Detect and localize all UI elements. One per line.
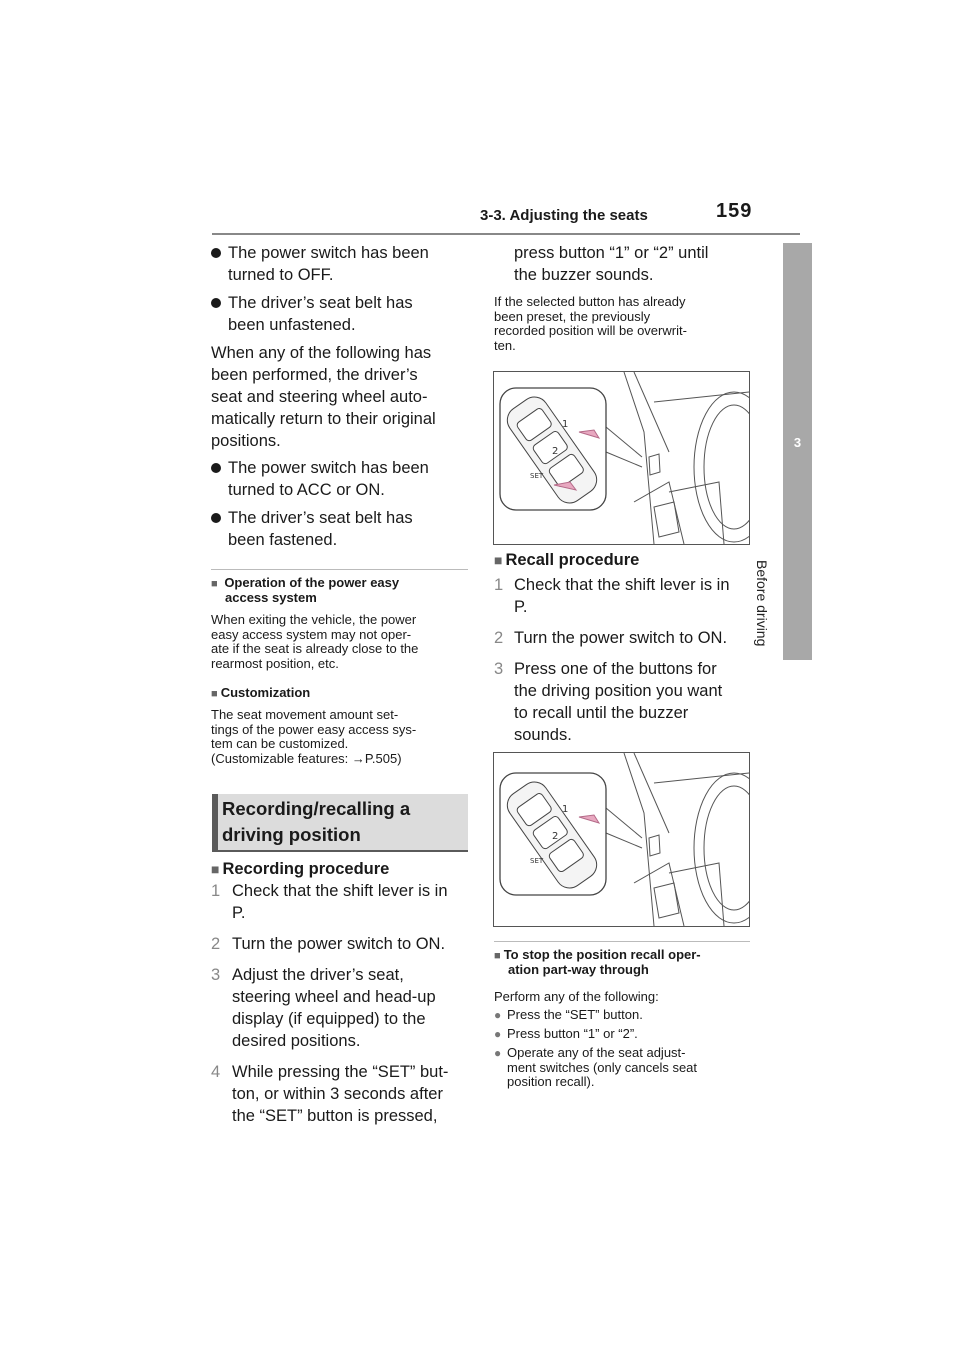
chapter-label: Before driving bbox=[754, 560, 770, 647]
note-customization-title: ■ Customization bbox=[211, 686, 310, 702]
rec-step-2: 2 Turn the power switch to ON. bbox=[211, 935, 446, 953]
note-stop-title: ■ To stop the position recall oper- bbox=[494, 948, 701, 964]
illustration-recall bbox=[493, 752, 750, 927]
page-number: 159 bbox=[716, 200, 753, 222]
rec-step-1: 1 Check that the shift lever is in P. bbox=[211, 882, 448, 922]
note-customization-body: The seat movement amount set- tings of the power easy access sys- tem can be customized. (Customizable features: →P.505) bbox=[211, 707, 417, 766]
button-1-label: 1 bbox=[562, 419, 569, 430]
bullet-line: turned to OFF. bbox=[228, 266, 334, 284]
note-stop-title-2: ation part-way through bbox=[508, 962, 649, 977]
note-overwrite: If the selected button has already been preset, the previously recorded position will be overwrit- ten. bbox=[494, 294, 687, 353]
para-line: When any of the following has bbox=[211, 344, 432, 362]
recall-step-1: 1 Check that the shift lever is in P. bbox=[494, 576, 730, 616]
bullet-line: The power switch has been bbox=[228, 244, 429, 262]
rec-step-4: 4 While pressing the “SET” but- ton, or within 3 seconds after the “SET” button is pressed, bbox=[211, 1063, 449, 1125]
note-divider-right bbox=[494, 941, 750, 942]
return-paragraph bbox=[211, 342, 436, 452]
button-set-label: SET bbox=[530, 857, 544, 865]
recall-procedure-title: ■ Recall procedure bbox=[494, 549, 639, 571]
button-2-label: 2 bbox=[552, 831, 559, 842]
recording-steps bbox=[211, 880, 471, 1127]
recording-procedure-title: ■ Recording procedure bbox=[211, 858, 389, 880]
bullet-power-off bbox=[228, 242, 429, 286]
section-heading-rule bbox=[212, 850, 468, 852]
bullet-line: been unfastened. bbox=[228, 316, 356, 334]
bullet-line: The power switch has been bbox=[228, 459, 429, 477]
note-easy-access-body: When exiting the vehicle, the power easy access system may not oper- ate if the seat is already close to the rearmost position, etc. bbox=[211, 612, 419, 671]
illustration-recording bbox=[493, 371, 750, 545]
button-2-label: 2 bbox=[552, 446, 559, 457]
button-1-label: 1 bbox=[562, 804, 569, 815]
para-line: positions. bbox=[211, 432, 281, 450]
section-title: 3-3. Adjusting the seats bbox=[480, 207, 648, 224]
chapter-tab bbox=[783, 243, 812, 660]
chapter-number: 3 bbox=[793, 435, 802, 450]
stop-item-switches: ● Operate any of the seat adjust- ment switches (only cancels seat position recall). bbox=[507, 1046, 697, 1090]
button-set-label: SET bbox=[530, 472, 544, 480]
bullet-line: been fastened. bbox=[228, 531, 338, 549]
note-easy-access-title: ■ Operation of the power easy bbox=[211, 576, 399, 592]
note-easy-access-title-2: access system bbox=[225, 590, 317, 605]
note-divider bbox=[211, 569, 468, 570]
stop-item-set: ● Press the “SET” button. bbox=[507, 1008, 643, 1023]
rec-step-3: 3 Adjust the driver’s seat, steering wheel and head-up display (if equipped) to the desired positions. bbox=[211, 966, 436, 1050]
note-stop-intro: Perform any of the following: bbox=[494, 989, 659, 1004]
recall-step-3: 3 Press one of the buttons for the driving position you want to recall until the buzzer sounds. bbox=[494, 660, 723, 744]
bullet-belt-fastened bbox=[228, 507, 413, 551]
para-line: seat and steering wheel auto- bbox=[211, 388, 428, 406]
para-line: been performed, the driver’s bbox=[211, 366, 418, 384]
header-rule bbox=[212, 233, 800, 235]
bullet-power-on bbox=[228, 457, 429, 501]
recall-step-2: 2 Turn the power switch to ON. bbox=[494, 629, 728, 647]
para-line: matically return to their original bbox=[211, 410, 436, 428]
bullet-line: The driver’s seat belt has bbox=[228, 509, 413, 527]
bullet-line: The driver’s seat belt has bbox=[228, 294, 413, 312]
bullet-belt-unfastened bbox=[228, 292, 413, 336]
stop-item-button: ● Press button “1” or “2”. bbox=[507, 1027, 638, 1042]
recall-steps bbox=[494, 574, 754, 746]
bullet-line: turned to ACC or ON. bbox=[228, 481, 385, 499]
section-heading: Recording/recalling a driving position bbox=[222, 798, 411, 845]
step-4-continuation: press button “1” or “2” until the buzzer sounds. bbox=[514, 244, 709, 284]
